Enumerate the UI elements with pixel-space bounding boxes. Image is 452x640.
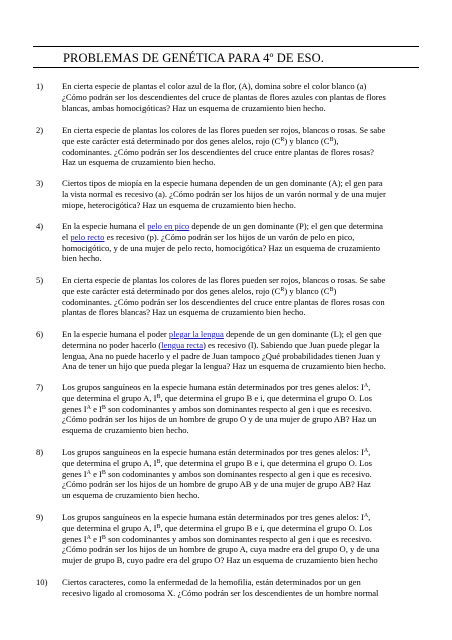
- problem-line: que este carácter está determinado por dos genes alelos, rojo $(C^R)$ y blanco $(C^B)$,: [62, 135, 339, 146]
- problem-text: [62, 125, 422, 168]
- pelo-en-pico-link[interactable]: pelo en pico: [147, 221, 190, 231]
- problem-number: 4): [36, 221, 44, 231]
- problem-line: esquema de cruzamiento bien hecho.: [62, 425, 189, 436]
- problem-line: genes $I^A$ e $I^B$ son codominantes y ambos son dominantes respecto al gen i que es recesivo.: [62, 533, 372, 544]
- problem-text: [62, 81, 422, 113]
- problem-number: 6): [36, 329, 44, 339]
- problem-line: plantas de flores blancas? Haz un esquema de cruzamiento bien hecho.: [62, 307, 306, 318]
- problem-line: ¿Cómo podrán ser los hijos de un hombre de grupo AB y de una mujer de grupo AB? Haz: [62, 479, 371, 490]
- problem-number: 8): [36, 447, 44, 457]
- problem-line: En la especie humana el poder plegar la lengua depende de un gen dominante (L); el gen que: [62, 329, 382, 339]
- problem-number: 5): [36, 275, 44, 285]
- problem-number: 10): [36, 577, 48, 587]
- problem-line: mujer de grupo B, cuyo padre era del grupo O? Haz un esquema de cruzamiento bien hecho: [62, 555, 378, 566]
- problem-text: [62, 221, 422, 264]
- problem-line: que determina el grupo A, $I^B$, que determina el grupo B e i, que determina el grupo O. Los: [62, 457, 372, 468]
- problem-text: [62, 275, 422, 318]
- top-rule: [33, 46, 419, 47]
- problem-number: 1): [36, 81, 44, 91]
- problem-line: miope, heterocigótica? Haz un esquema de cruzamiento bien hecho.: [62, 199, 296, 210]
- problem-line: ¿Cómo podrán ser los hijos de un hombre de grupo A, cuya madre era del grupo O, y de una: [62, 544, 380, 555]
- problem-line: genes $I^A$ e $I^B$ son codominantes y ambos son dominantes respecto al gen i que es recesivo.: [62, 468, 372, 479]
- problem-line: codominantes. ¿Cómo podrán ser los descendientes del cruce entre plantas de flores rosas con: [62, 296, 385, 307]
- problem-line: la vista normal es recesivo (a). ¿Cómo podrán ser los hijos de un varón normal y de una mujer: [62, 188, 386, 199]
- problem-line: que este carácter está determinado por dos genes alelos, rojo $(C^R)$ y blanco $(C^B)$: [62, 285, 337, 296]
- problem-line: Los grupos sanguíneos en la especie humana están determinados por tres genes alelos: $I^A$,: [62, 512, 371, 522]
- problem-line: ¿Cómo podrán ser los descendientes del cruce de plantas de flores azules con plantas de flores: [62, 91, 386, 102]
- problem-text: [62, 512, 422, 566]
- title-underline: [33, 67, 419, 68]
- page-title: PROBLEMAS DE GENÉTICA PARA 4º DE ESO.: [63, 51, 324, 65]
- problem-line: homocigótico, y de una mujer de pelo recto, homocigótica? Haz un esquema de cruzamiento: [62, 242, 381, 253]
- problem-line: el pelo recto es recesivo (p). ¿Cómo podrán ser los hijos de un varón de pelo en pico,: [62, 231, 355, 242]
- problem-line: genes $I^A$ e $I^B$ son codominantes y ambos son dominantes respecto al gen i que es recesivo.: [62, 403, 372, 414]
- problem-line: En cierta especie de plantas los colores de las flores pueden ser rojos, blancos o rosas. Se sabe: [62, 275, 386, 285]
- problem-line: ¿Cómo podrán ser los hijos de un hombre de grupo O y de una mujer de grupo AB? Haz un: [62, 414, 377, 425]
- problem-line: Los grupos sanguíneos en la especie humana están determinados por tres genes alelos: $I^A$,: [62, 447, 371, 457]
- problem-line: que determina el grupo A, $I^B$, que determina el grupo B e i, que determina el grupo O. Los: [62, 392, 372, 403]
- problem-line: Los grupos sanguíneos en la especie humana están determinados por tres genes alelos: $I^A$,: [62, 382, 371, 392]
- problem-line: blancas, ambas homocigóticas? Haz un esquema de cruzamiento bien hecho.: [62, 102, 326, 113]
- problem-line: En cierta especie de plantas los colores de las flores pueden ser rojos, blancos o rosas. Se sabe: [62, 125, 386, 135]
- problem-line: que determina el grupo A, $I^B$, que determina el grupo B e i, que determina el grupo O. Los: [62, 522, 372, 533]
- problem-text: [62, 329, 422, 372]
- problem-number: 9): [36, 512, 44, 522]
- problem-line: En la especie humana el pelo en pico depende de un gen dominante (P); el gen que determina: [62, 221, 383, 231]
- problem-text: [62, 447, 422, 501]
- plegar-la-lengua-link[interactable]: plegar la lengua: [168, 329, 224, 339]
- problem-line: Haz un esquema de cruzamiento bien hecho.: [62, 157, 216, 168]
- problem-number: 3): [36, 178, 44, 188]
- problem-line: determina no poder hacerlo (lengua recta) es recesivo (l). Sabiendo que Juan puede plegar la: [62, 339, 380, 350]
- problem-number: 7): [36, 382, 44, 392]
- problem-line: Ana de tener un hijo que pueda plegar la lengua? Haz un esquema de cruzamiento bien hecho.: [62, 361, 386, 372]
- problem-text: [62, 577, 422, 599]
- problem-line: Ciertos caracteres, como la enfermedad de la hemofilia, están determinados por un gen: [62, 577, 361, 587]
- problem-line: Ciertos tipos de miopía en la especie humana dependen de un gen dominante (A); el gen para: [62, 178, 383, 188]
- problem-line: un esquema de cruzamiento bien hecho.: [62, 490, 200, 501]
- problem-text: [62, 382, 422, 436]
- problem-line: lengua, Ana no puede hacerlo y el padre de Juan tampoco ¿Qué probabilidades tienen Juan y: [62, 350, 381, 361]
- problem-number: 2): [36, 125, 44, 135]
- pelo-recto-link[interactable]: pelo recto: [70, 231, 105, 242]
- problem-line: En cierta especie de plantas el color azul de la flor, (A), domina sobre el color blanco (a): [62, 81, 367, 91]
- problem-text: [62, 178, 422, 210]
- problem-line: codominantes. ¿Cómo podrán ser los descendientes del cruce entre plantas de flores rosas?: [62, 146, 374, 157]
- lengua-recta-link[interactable]: lengua recta: [161, 339, 204, 350]
- problem-line: recesivo ligado al cromosoma X. ¿Cómo podrán ser los descendientes de un hombre normal: [62, 587, 379, 598]
- problem-line: bien hecho.: [62, 253, 102, 264]
